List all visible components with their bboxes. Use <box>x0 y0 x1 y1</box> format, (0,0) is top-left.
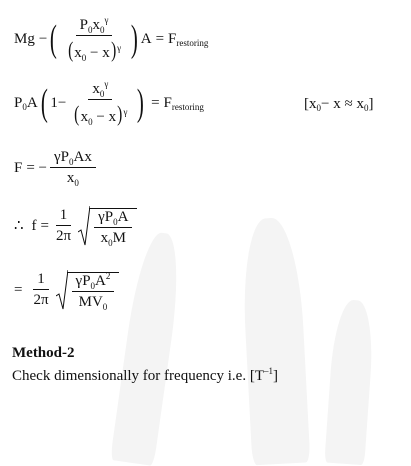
fraction: $\frac{x_0^\gamma}{(x_0 - x)^\gamma}$ <box>74 79 128 127</box>
fraction: $\frac{\gamma P_0Ax}{x_0}$ <box>50 150 96 186</box>
equation-frequency-volume: = $\frac{1}{2\pi}$ $\frac{\gamma P_0A^2}{MV_0}$ <box>14 270 119 310</box>
method-heading: Method-2 <box>12 345 75 361</box>
watermark-shape <box>240 217 311 466</box>
equation-force-linear: F = − $\frac{\gamma P_0Ax}{x_0}$ <box>14 150 99 186</box>
approximation-note: [x 0 − x ≈ x 0 ] <box>304 96 374 113</box>
equation-frequency: ∴ f = $\frac{1}{2\pi}$ $\frac{\gamma P_0A}{x_0M}$ <box>14 206 137 246</box>
method-text: Check dimensionally for frequency i.e. $[T^{-1}]$ <box>12 366 278 384</box>
square-root: $\frac{\gamma P_0A}{x_0M}$ <box>78 206 137 246</box>
watermark-shape <box>110 230 186 466</box>
fraction: $\frac{1}{2\pi}$ <box>56 207 72 244</box>
equation-force-balance: Mg − ( $\frac{P_0x_0^\gamma}{(x_0 - x)^\gamma}$ ) A = F restoring <box>14 15 209 63</box>
fraction: $\frac{P_0x_0^\gamma}{(x_0 - x)^\gamma}$ <box>68 15 122 63</box>
equation-restoring-force: P 0 A ( 1 − $\frac{x_0^\gamma}{(x_0 - x)^\gamma}$ ) = F restoring <box>14 79 204 127</box>
fraction: $\frac{1}{2\pi}$ <box>33 271 49 308</box>
watermark-shape <box>324 299 375 465</box>
square-root: $\frac{\gamma P_0A^2}{MV_0}$ <box>56 270 120 310</box>
